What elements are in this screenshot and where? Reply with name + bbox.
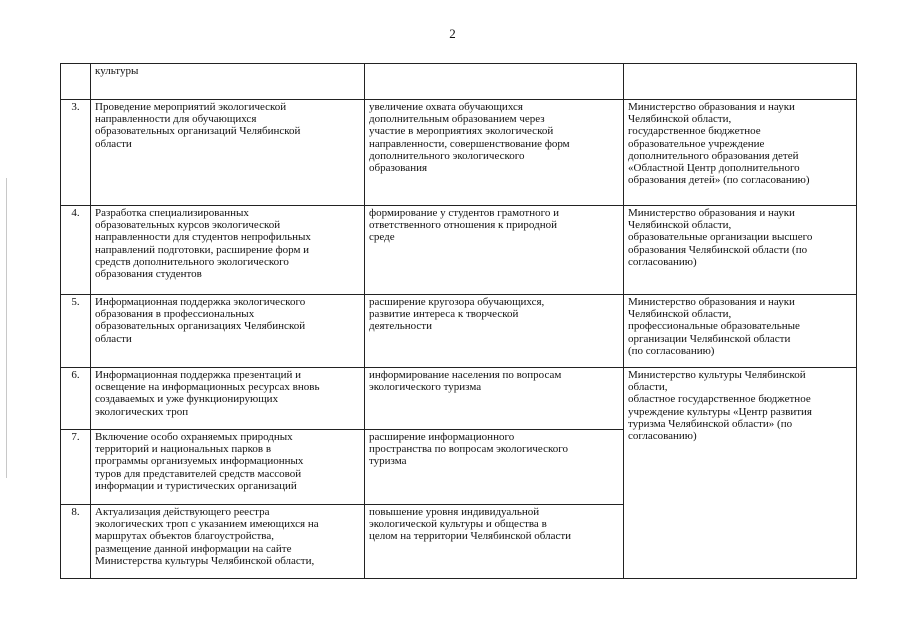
- row-number: 5.: [61, 295, 91, 368]
- event-cell: Информационная поддержка презентаций и освещение на информационных ресурсах вновь создаваемых и уже функционирующих экологических троп: [91, 368, 365, 430]
- event-cell: Включение особо охраняемых природных территорий и национальных парков в программы организуемых информационных туров для представителей средств массовой информации и туристических организаций: [91, 430, 365, 505]
- result-cell: расширение информационного пространства по вопросам экологического туризма: [365, 430, 624, 505]
- event-cell: Информационная поддержка экологического образования в профессиональных образовательных организациях Челябинской области: [91, 295, 365, 368]
- page-number: 2: [449, 26, 456, 41]
- event-cell: культуры: [91, 64, 365, 100]
- row-number: 6.: [61, 368, 91, 430]
- row-number: 4.: [61, 206, 91, 295]
- table-row: [61, 64, 857, 100]
- table-row: [61, 368, 857, 430]
- result-cell: увеличение охвата обучающихся дополнительным образованием через участие в мероприятиях экологической направленности, совершенствование форм дополнительного экологического образования: [365, 100, 624, 206]
- action-plan-table: [60, 63, 857, 579]
- table-row: [61, 206, 857, 295]
- event-cell: Актуализация действующего реестра экологических троп с указанием имеющихся на маршрутах объектов благоустройства, размещение данной информации на сайте Министерства культуры Челябинской области,: [91, 505, 365, 579]
- scan-artifact-line: [6, 178, 7, 478]
- table-row: [61, 295, 857, 368]
- executor-cell: Министерство культуры Челябинской области, областное государственное бюджетное учреждение культуры «Центр развития туризма Челябинской области» (по согласованию): [624, 368, 857, 579]
- table-row: [61, 100, 857, 206]
- executor-cell: Министерство образования и науки Челябинской области, профессиональные образовательные организации Челябинской области (по согласованию): [624, 295, 857, 368]
- executor-cell: Министерство образования и науки Челябинской области, государственное бюджетное образовательное учреждение дополнительного образования детей «Областной Центр дополнительного образования детей» (по согласованию): [624, 100, 857, 206]
- executor-cell: [624, 64, 857, 100]
- event-cell: Проведение мероприятий экологической направленности для обучающихся образовательных организаций Челябинской области: [91, 100, 365, 206]
- row-number: 3.: [61, 100, 91, 206]
- event-cell: Разработка специализированных образовательных курсов экологической направленности для студентов непрофильных направлений подготовки, расширение форм и средств дополнительного экологического образования студентов: [91, 206, 365, 295]
- result-cell: [365, 64, 624, 100]
- result-cell: повышение уровня индивидуальной экологической культуры и общества в целом на территории Челябинской области: [365, 505, 624, 579]
- row-number: [61, 64, 91, 100]
- result-cell: расширение кругозора обучающихся, развитие интереса к творческой деятельности: [365, 295, 624, 368]
- result-cell: формирование у студентов грамотного и ответственного отношения к природной среде: [365, 206, 624, 295]
- result-cell: информирование населения по вопросам экологического туризма: [365, 368, 624, 430]
- row-number: 7.: [61, 430, 91, 505]
- executor-cell: Министерство образования и науки Челябинской области, образовательные организации высшего образования Челябинской области (по согласованию): [624, 206, 857, 295]
- row-number: 8.: [61, 505, 91, 579]
